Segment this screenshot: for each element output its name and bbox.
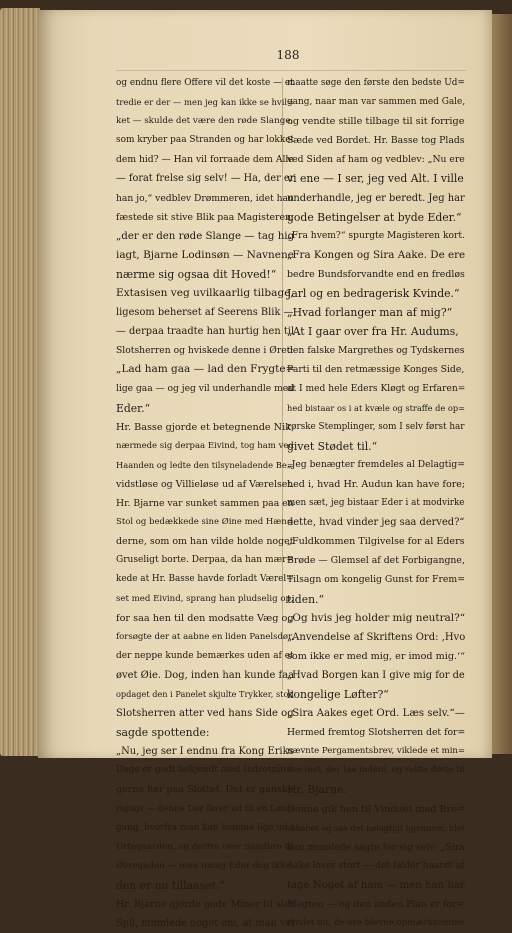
text-line: „Jeg benægter fremdeles al Delagtig= (287, 459, 465, 470)
text-line: gang, hvorfra man kan komme lige ud i (116, 822, 294, 833)
text-line: nævnte Pergamentsbrev, viklede et min= (287, 746, 466, 757)
text-line: Parti til den retmæssige Konges Side, (287, 364, 465, 376)
text-line: nærmede sig derpaa Eivind, tog ham ved (116, 440, 294, 451)
text-line: Dage er godt bekjendt med Indretnin= (116, 765, 294, 776)
text-line: den falske Margrethes og Tydskernes (287, 345, 465, 357)
text-line: Brøde — Glemsel af det Forbigangne, (287, 555, 465, 567)
text-line: givet Stødet til.“ (287, 439, 378, 453)
text-line: „Fra hvem?“ spurgte Magisteren kort. (287, 230, 465, 241)
text-line: tiden.“ (287, 592, 324, 606)
text-line: set med Eivind, sprang han pludselig op, (116, 593, 294, 604)
text-line: „Hvad forlanger man af mig?“ (287, 306, 453, 320)
text-line: ligesom beherset af Seerens Blik — (116, 307, 294, 319)
text-line: — forat frelse sig selv! — Ha, der er (116, 173, 295, 185)
text-line: tredie er der — men jeg kan ikke se hvil= (116, 97, 295, 108)
text-line: Stol og bedækkede sine Øine med Hæn= (116, 517, 294, 528)
text-line: lige gaa — og jeg vil underhandle med (116, 383, 294, 394)
text-line: „Lad ham gaa — lad den Frygte= (116, 363, 295, 376)
book-page-edges (0, 8, 40, 756)
text-line: ved Siden af ham og vedblev: „Nu ere (287, 154, 465, 166)
text-line: den er nu tillaaset.“ (116, 878, 225, 892)
text-line: gode Betingelser at byde Eder.“ (287, 210, 462, 224)
text-line: „At I gaar over fra Hr. Audums, (287, 325, 459, 339)
text-line: hed bistaar os i at kvæle og straffe de op= (287, 402, 466, 413)
text-line: gerne her paa Slottet. Det er ganske (116, 784, 294, 796)
text-line: „Og hvis jeg holder mig neutral?“ (287, 611, 466, 624)
right-column (287, 74, 465, 933)
header-rule (116, 70, 466, 71)
text-line: kongelige Løfter?“ (287, 688, 389, 701)
left-column (116, 74, 294, 933)
page-number: 188 (276, 48, 300, 62)
text-line: „Nu, jeg ser I endnu fra Kong Eriks (116, 746, 294, 758)
text-line: vidstløse og Villieløse ud af Værelset. (116, 478, 295, 490)
text-line: Denne gik hen til Vinduet med Bre= (287, 803, 466, 815)
text-line: rigtigt — denne Dør fører ud til en Løn= (116, 803, 294, 814)
text-line: Sæde ved Bordet. Hr. Basse tog Plads (287, 135, 465, 147)
text-line: opdaget den i Panelet skjulte Trykker, stod (116, 689, 294, 699)
text-line: „der er den røde Slange — tag hig (116, 230, 295, 242)
text-line: dette, hvad vinder jeg saa derved?“ (287, 517, 465, 529)
text-line: Hr. Bjarne var sunket sammen paa en (116, 498, 294, 510)
text-line: underhandle, jeg er beredt. Jeg har (287, 192, 465, 204)
text-line: Aake lover stort — det falder haardt at (287, 860, 466, 871)
text-line: han mumlede sagte for sig selv: „Sira (287, 841, 465, 853)
text-line: forsøgte der at aabne en liden Panelsdør, (116, 631, 294, 642)
text-line: han jo,“ vedblev Drømmeren, idet han (116, 192, 294, 204)
text-line: „Anvendelse af Skriftens Ord: ‚Hvo (287, 631, 466, 643)
text-line: dre løst, der laa indeni, og rakte dette til (287, 765, 466, 776)
text-line: ket — skulde det være den røde Slange, (116, 116, 294, 127)
text-line: Extasisen veg uvilkaarlig tilbage, (116, 287, 294, 300)
text-line: Tilsagn om kongelig Gunst for Frem= (287, 574, 465, 586)
text-line: for saa hen til den modsatte Væg og (116, 612, 294, 624)
text-line: Gruseligt borte. Derpaa, da han mær= (116, 555, 295, 566)
text-line: der neppe kunde bemærkes uden af et (116, 650, 294, 661)
text-line: sagde spottende: (116, 726, 210, 740)
text-line: dem hid? — Han vil forraade dem Alle (116, 154, 294, 166)
text-line: „Fuldkommen Tilgivelse for al Eders (287, 536, 465, 548)
text-line: vskabet og saa det nøiagtigt igjennem, idet (287, 822, 465, 833)
text-line: Hr. Bjarne gjorde gode Miner til slet (116, 899, 294, 911)
text-line: hed i, hvad Hr. Audun kan have fore; (287, 478, 466, 490)
text-line: Haanden og ledte den tilsyneladende Be= (116, 459, 294, 470)
text-line: „Fra Kongen og Sira Aake. De ere (287, 248, 466, 261)
text-line: derne, som om han vilde holde noget (116, 536, 294, 548)
text-line: Eder.“ (116, 401, 151, 415)
text-line: tage Noget af ham — men han har (287, 879, 465, 891)
text-line: Hermed fremtog Slotsherren det for= (287, 727, 466, 739)
text-line: og endnu flere Offere vil det koste — et (116, 78, 294, 88)
text-line: Slotsherren atter ved hans Side og (116, 708, 294, 720)
text-line: kede at Hr. Basse havde forladt Værel= (116, 574, 294, 585)
text-line: Jarl og en bedragerisk Kvinde.“ (287, 287, 460, 301)
text-line: Slotsherren og hviskede denne i Øret: (116, 345, 294, 357)
text-line: som kryber paa Stranden og har lokket (116, 135, 295, 146)
text-line: Hr. Bjarne. (287, 783, 347, 797)
text-line: — derpaa traadte han hurtig hen til (116, 326, 295, 338)
text-line: tvivlet nu, de ere blevne opmærksomme (287, 918, 465, 929)
text-line: iagt, Bjarne Lodinsøn — Navnene (116, 248, 294, 261)
text-line: men sæt, jeg bistaar Eder i at modvirke (287, 498, 465, 509)
text-line: og vendte stille tilbage til sit forrige (287, 116, 465, 128)
text-line: Spil, mumlede noget om, at man vel (116, 918, 295, 930)
text-line: Hr. Basse gjorde et betegnende Nik, (116, 421, 295, 433)
text-line: vi ene — I ser, jeg ved Alt. I ville (287, 172, 464, 186)
text-line: rørske Stemplinger, som I selv først har (287, 421, 465, 432)
text-line: at I med hele Eders Kløgt og Erfaren= (287, 383, 466, 394)
text-line: bedre Bundsforvandte end en fredløs (287, 268, 465, 280)
book-right-edge (492, 14, 512, 754)
text-line: nærme sig ogsaa dit Hoved!“ (116, 267, 277, 281)
text-line: „Hvad Borgen kan I give mig for de (287, 669, 465, 681)
text-line: maatte søge den første den bedste Ud= (287, 78, 465, 88)
text-line: Øvregaden — men umag Eder dog ikke, (116, 860, 294, 871)
text-line: som ikke er med mig, er imod mig.‘“ (287, 650, 465, 662)
text-line: gang, naar man var sammen med Gale, (287, 97, 466, 108)
text-line: fæstede sit stive Blik paa Magisteren, (116, 211, 294, 223)
text-line: øvet Øie. Dog, inden han kunde faa (116, 669, 295, 681)
text-line: „Sira Aakes eget Ord. Læs selv.“— (287, 708, 465, 720)
text-line: Magten — og den anden Plan er for= (287, 899, 465, 911)
text-line: Urtegaarden, og derfra over Sandbro til (116, 841, 294, 852)
